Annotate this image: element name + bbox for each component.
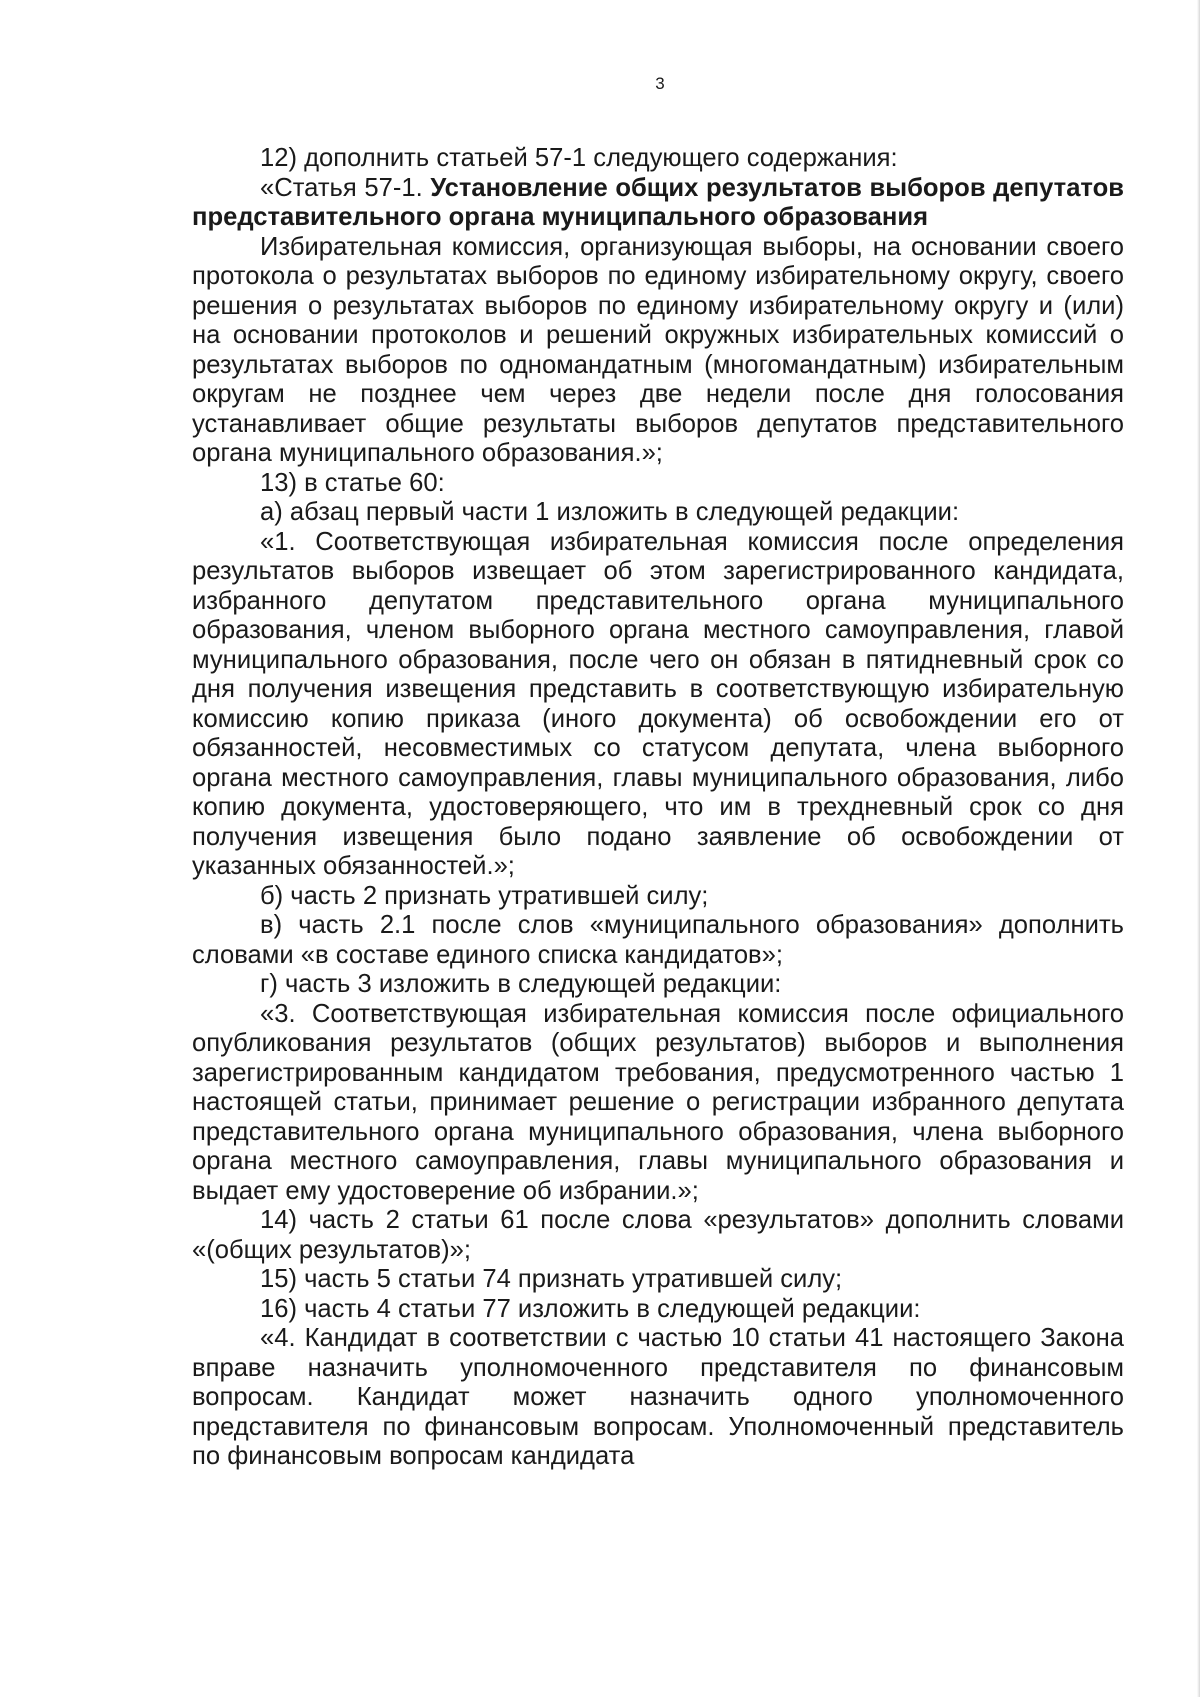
paragraph-item-15: 15) часть 5 статьи 74 признать утратившей силу;: [260, 1265, 843, 1293]
article-57-1-text: Избирательная комиссия, организующая выборы, на основании своего протокола о результатах выборов по единому избирательному округу, своего решения о результатах выборов по единому избирательному округу и (или) на основании протоколов и решений окружных избирательных комиссий о результатах выборов по одномандатным (многомандатным) избирательным округам не позднее чем через две недели после дня голосования устанавливает общие результаты выборов депутатов представительного органа муниципального образования.»;: [192, 232, 1124, 467]
part-1-text: «1. Соответствующая избирательная комиссия после определения результатов выборов извещает об этом зарегистрированного кандидата, избранного депутатом представительного органа муниципального образования, членом выборного органа местного самоуправления, главой муниципального образования, после чего он обязан в пятидневный срок со дня получения извещения представить в соответствующую избирательную комиссию копию приказа (иного документа) об освобождении его от обязанностей, несовместимых со статусом депутата, члена выборного органа местного самоуправления, главы муниципального образования, либо копию документа, удостоверяющего, что им в трехдневный срок со дня получения извещения было подано заявление об освобождении от указанных обязанностей.»;: [192, 527, 1124, 880]
paragraph-item-13v: в) часть 2.1 после слов «муниципального образования» дополнить словами «в составе единого списка кандидатов»;: [192, 911, 1124, 969]
page-number: 3: [655, 74, 665, 93]
paragraph-item-16: 16) часть 4 статьи 77 изложить в следующей редакции:: [260, 1294, 921, 1323]
article-57-1-title: Установление общих результатов выборов депутатов представительного органа муниципального образования: [192, 173, 1124, 231]
document-body: [192, 144, 1124, 1472]
article-57-1-prefix: «Статья 57-1.: [260, 173, 431, 202]
paragraph-item-13b: б) часть 2 признать утратившей силу;: [260, 881, 709, 910]
part-3-text: «3. Соответствующая избирательная комиссия после официального опубликования результатов (общих результатов) выборов и выполнения зарегистрированным кандидатом требования, предусмотренного частью 1 настоящей статьи, принимает решение о регистрации избранного депутата представительного органа муниципального образования, члена выборного органа местного самоуправления, главы муниципального образования и выдает ему удостоверение об избрании.»;: [192, 999, 1124, 1205]
paragraph-item-12: 12) дополнить статьей 57-1 следующего содержания:: [260, 144, 898, 172]
paragraph-item-13a: а) абзац первый части 1 изложить в следующей редакции:: [260, 498, 960, 526]
part-4-text: «4. Кандидат в соответствии с частью 10 статьи 41 настоящего Закона вправе назначить уполномоченного представителя по финансовым вопросам. Кандидат может назначить одного уполномоченного представителя по финансовым вопросам. Уполномоченный представитель по финансовым вопросам кандидата: [192, 1324, 1124, 1470]
paragraph-item-13: 13) в статье 60:: [260, 468, 445, 497]
paragraph-item-13g: г) часть 3 изложить в следующей редакции:: [260, 970, 782, 998]
article-57-1-heading: [192, 174, 1124, 233]
paragraph-item-14: 14) часть 2 статьи 61 после слова «результатов» дополнить словами «(общих результатов)»;: [192, 1206, 1124, 1264]
